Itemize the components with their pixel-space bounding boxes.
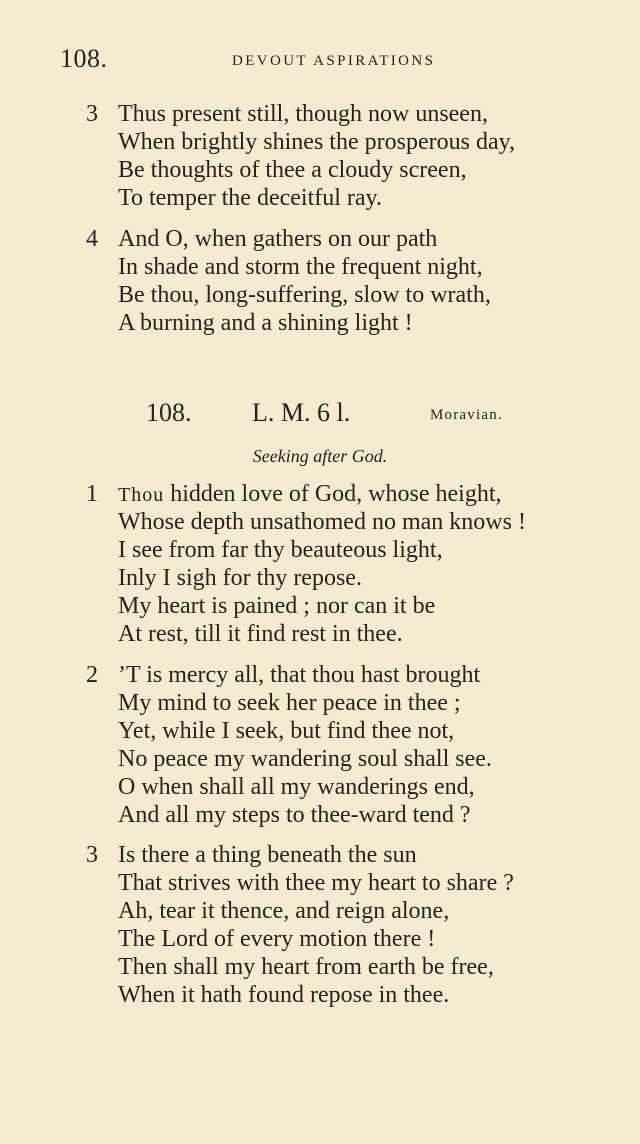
stanza-line: At rest, till it find rest in thee. <box>118 621 403 647</box>
stanza-line: No peace my wandering soul shall see. <box>118 746 492 772</box>
hymn-meter: L. M. 6 l. <box>252 398 351 427</box>
stanza-line: Ah, tear it thence, and reign alone, <box>118 898 450 924</box>
stanza-line: A burning and a shining light ! <box>118 310 413 336</box>
first-word: Thou <box>118 484 165 506</box>
stanza-line: My heart is pained ; nor can it be <box>118 593 436 619</box>
first-line-rest: hidden love of God, whose height, <box>164 481 502 507</box>
stanza-line: Whose depth unsathomed no man knows ! <box>118 509 526 535</box>
hymn-subtitle: Seeking after God. <box>252 446 388 466</box>
stanza-number: 4 <box>86 226 98 252</box>
stanza-number: 2 <box>86 662 98 688</box>
stanza-line: And O, when gathers on our path <box>118 226 438 252</box>
stanza-line: Be thou, long-suffering, slow to wrath, <box>118 282 491 308</box>
stanza-line: Inly I sigh for thy repose. <box>118 565 362 591</box>
stanza-line: Is there a thing beneath the sun <box>118 842 417 868</box>
hymn-header <box>0 398 640 434</box>
stanza-line: Yet, while I seek, but find thee not, <box>118 718 455 744</box>
stanza-line: When brightly shines the prosperous day, <box>118 129 516 155</box>
page-number: 108. <box>60 44 108 73</box>
stanza-line: To temper the deceitful ray. <box>118 185 382 211</box>
stanza-line: Be thoughts of thee a cloudy screen, <box>118 157 467 183</box>
running-head <box>60 44 600 78</box>
stanza-line <box>118 480 502 509</box>
stanza-number: 3 <box>86 101 98 127</box>
stanza-line: Thus present still, though now unseen, <box>118 101 488 127</box>
stanza-line: My mind to seek her peace in thee ; <box>118 690 461 716</box>
stanza-line: O when shall all my wanderings end, <box>118 774 475 800</box>
hymn-tune: Moravian. <box>430 407 503 423</box>
stanza-line: That strives with thee my heart to share ? <box>118 870 514 896</box>
stanza-line: I see from far thy beauteous light, <box>118 537 443 563</box>
stanza-line: In shade and storm the frequent night, <box>118 254 483 280</box>
stanza-number: 1 <box>86 481 98 507</box>
stanza-line: The Lord of every motion there ! <box>118 926 436 952</box>
stanza-number: 3 <box>86 842 98 868</box>
stanza-line: ’T is mercy all, that thou hast brought <box>118 662 481 688</box>
running-title: DEVOUT ASPIRATIONS <box>232 53 436 69</box>
stanza-line: Then shall my heart from earth be free, <box>118 954 494 980</box>
stanza-line: When it hath found repose in thee. <box>118 982 450 1008</box>
stanza-line: And all my steps to thee-ward tend ? <box>118 802 471 828</box>
hymn-number: 108. <box>146 398 192 427</box>
